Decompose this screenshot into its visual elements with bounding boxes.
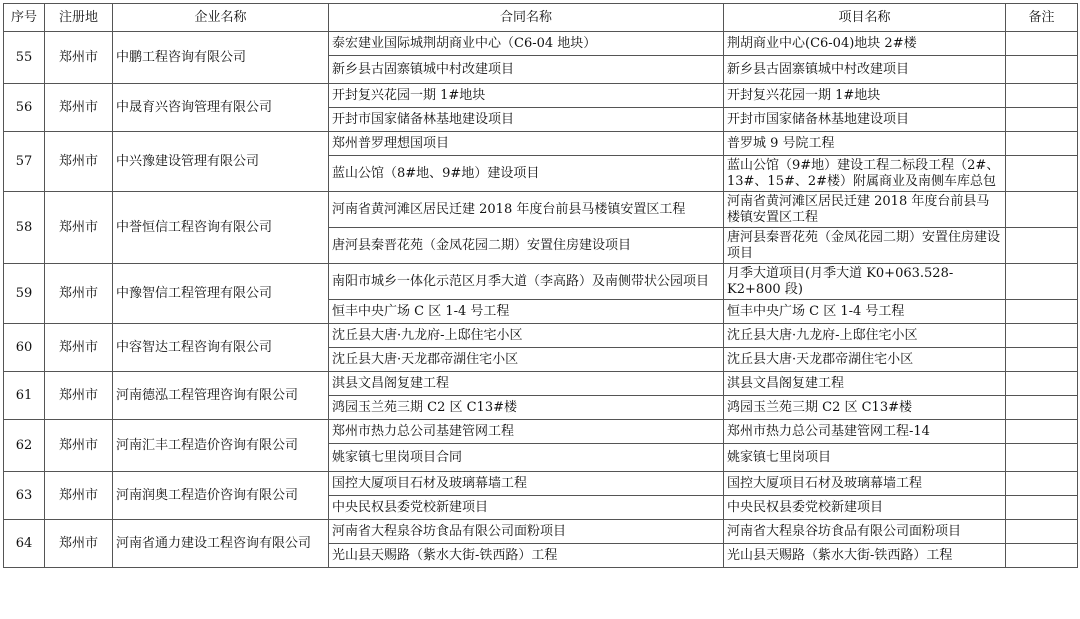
table-row [4, 192, 1078, 228]
remarks-cell [1006, 496, 1078, 520]
project-name-cell: 普罗城 9 号院工程 [724, 132, 1006, 156]
table-row [4, 132, 1078, 156]
project-name-cell: 光山县天赐路（紫水大街-铁西路）工程 [724, 544, 1006, 568]
project-name-cell: 河南省黄河滩区居民迁建 2018 年度台前县马楼镇安置区工程 [724, 192, 1006, 228]
remarks-cell [1006, 300, 1078, 324]
table-row [4, 420, 1078, 444]
project-name-cell: 淇县文昌阁复建工程 [724, 372, 1006, 396]
header-company-name: 企业名称 [113, 4, 329, 32]
project-name-cell: 中央民权县委党校新建项目 [724, 496, 1006, 520]
company-contract-table [3, 3, 1078, 568]
header-contract-name: 合同名称 [329, 4, 724, 32]
contract-name-cell: 光山县天赐路（紫水大街-铁西路）工程 [329, 544, 724, 568]
serial-number-cell: 60 [4, 324, 45, 372]
contract-name-cell: 郑州普罗理想国项目 [329, 132, 724, 156]
company-name-cell: 中誉恒信工程咨询有限公司 [113, 192, 329, 264]
region-cell: 郑州市 [45, 472, 113, 520]
project-name-cell: 月季大道项目(月季大道 K0+063.528-K2+800 段) [724, 264, 1006, 300]
serial-number-cell: 56 [4, 84, 45, 132]
header-remarks: 备注 [1006, 4, 1078, 32]
serial-number-cell: 63 [4, 472, 45, 520]
contract-name-cell: 泰宏建业国际城荆胡商业中心（C6-04 地块） [329, 32, 724, 56]
region-cell: 郑州市 [45, 132, 113, 192]
header-registration-place: 注册地 [45, 4, 113, 32]
project-name-cell: 新乡县古固寨镇城中村改建项目 [724, 56, 1006, 84]
project-name-cell: 郑州市热力总公司基建管网工程-14 [724, 420, 1006, 444]
company-name-cell: 中晟育兴咨询管理有限公司 [113, 84, 329, 132]
remarks-cell [1006, 348, 1078, 372]
contract-name-cell: 郑州市热力总公司基建管网工程 [329, 420, 724, 444]
project-name-cell: 开封复兴花园一期 1#地块 [724, 84, 1006, 108]
project-name-cell: 河南省大程泉谷坊食品有限公司面粉项目 [724, 520, 1006, 544]
company-name-cell: 河南汇丰工程造价咨询有限公司 [113, 420, 329, 472]
remarks-cell [1006, 156, 1078, 192]
remarks-cell [1006, 56, 1078, 84]
company-name-cell: 河南德泓工程管理咨询有限公司 [113, 372, 329, 420]
table-row [4, 264, 1078, 300]
serial-number-cell: 62 [4, 420, 45, 472]
remarks-cell [1006, 84, 1078, 108]
region-cell: 郑州市 [45, 520, 113, 568]
contract-name-cell: 姚家镇七里岗项目合同 [329, 444, 724, 472]
contract-name-cell: 沈丘县大唐·九龙府-上邸住宅小区 [329, 324, 724, 348]
contract-name-cell: 新乡县古固寨镇城中村改建项目 [329, 56, 724, 84]
project-name-cell: 蓝山公馆（9#地）建设工程二标段工程（2#、13#、15#、2#楼）附属商业及南侧车库总包 [724, 156, 1006, 192]
contract-name-cell: 沈丘县大唐·天龙郡帝湖住宅小区 [329, 348, 724, 372]
region-cell: 郑州市 [45, 372, 113, 420]
remarks-cell [1006, 544, 1078, 568]
project-name-cell: 鸿园玉兰苑三期 C2 区 C13#楼 [724, 396, 1006, 420]
remarks-cell [1006, 108, 1078, 132]
remarks-cell [1006, 372, 1078, 396]
remarks-cell [1006, 264, 1078, 300]
project-name-cell: 沈丘县大唐·九龙府-上邸住宅小区 [724, 324, 1006, 348]
remarks-cell [1006, 192, 1078, 228]
remarks-cell [1006, 444, 1078, 472]
region-cell: 郑州市 [45, 264, 113, 324]
serial-number-cell: 61 [4, 372, 45, 420]
region-cell: 郑州市 [45, 32, 113, 84]
project-name-cell: 唐河县秦晋花苑（金凤花园二期）安置住房建设项目 [724, 228, 1006, 264]
company-name-cell: 中容智达工程咨询有限公司 [113, 324, 329, 372]
header-serial-number: 序号 [4, 4, 45, 32]
serial-number-cell: 59 [4, 264, 45, 324]
remarks-cell [1006, 324, 1078, 348]
project-name-cell: 姚家镇七里岗项目 [724, 444, 1006, 472]
table-row [4, 324, 1078, 348]
project-name-cell: 恒丰中央广场 C 区 1-4 号工程 [724, 300, 1006, 324]
remarks-cell [1006, 420, 1078, 444]
contract-name-cell: 恒丰中央广场 C 区 1-4 号工程 [329, 300, 724, 324]
table-row [4, 372, 1078, 396]
serial-number-cell: 55 [4, 32, 45, 84]
table-row [4, 472, 1078, 496]
contract-name-cell: 鸿园玉兰苑三期 C2 区 C13#楼 [329, 396, 724, 420]
remarks-cell [1006, 32, 1078, 56]
contract-name-cell: 开封复兴花园一期 1#地块 [329, 84, 724, 108]
contract-name-cell: 蓝山公馆（8#地、9#地）建设项目 [329, 156, 724, 192]
project-name-cell: 开封市国家储备林基地建设项目 [724, 108, 1006, 132]
region-cell: 郑州市 [45, 84, 113, 132]
header-project-name: 项目名称 [724, 4, 1006, 32]
project-name-cell: 国控大厦项目石材及玻璃幕墙工程 [724, 472, 1006, 496]
contract-name-cell: 开封市国家储备林基地建设项目 [329, 108, 724, 132]
contract-name-cell: 河南省大程泉谷坊食品有限公司面粉项目 [329, 520, 724, 544]
region-cell: 郑州市 [45, 420, 113, 472]
contract-name-cell: 国控大厦项目石材及玻璃幕墙工程 [329, 472, 724, 496]
contract-name-cell: 南阳市城乡一体化示范区月季大道（李高路）及南侧带状公园项目 [329, 264, 724, 300]
remarks-cell [1006, 520, 1078, 544]
contract-name-cell: 淇县文昌阁复建工程 [329, 372, 724, 396]
remarks-cell [1006, 132, 1078, 156]
company-name-cell: 中兴豫建设管理有限公司 [113, 132, 329, 192]
region-cell: 郑州市 [45, 324, 113, 372]
contract-name-cell: 河南省黄河滩区居民迁建 2018 年度台前县马楼镇安置区工程 [329, 192, 724, 228]
contract-name-cell: 中央民权县委党校新建项目 [329, 496, 724, 520]
region-cell: 郑州市 [45, 192, 113, 264]
serial-number-cell: 57 [4, 132, 45, 192]
header-row [4, 4, 1078, 32]
table-row [4, 84, 1078, 108]
table-row [4, 520, 1078, 544]
project-name-cell: 沈丘县大唐·天龙郡帝湖住宅小区 [724, 348, 1006, 372]
remarks-cell [1006, 472, 1078, 496]
company-name-cell: 中豫智信工程管理有限公司 [113, 264, 329, 324]
contract-name-cell: 唐河县秦晋花苑（金凤花园二期）安置住房建设项目 [329, 228, 724, 264]
serial-number-cell: 64 [4, 520, 45, 568]
remarks-cell [1006, 396, 1078, 420]
remarks-cell [1006, 228, 1078, 264]
company-name-cell: 河南润奥工程造价咨询有限公司 [113, 472, 329, 520]
company-name-cell: 河南省通力建设工程咨询有限公司 [113, 520, 329, 568]
company-name-cell: 中鹏工程咨询有限公司 [113, 32, 329, 84]
project-name-cell: 荆胡商业中心(C6-04)地块 2#楼 [724, 32, 1006, 56]
serial-number-cell: 58 [4, 192, 45, 264]
table-row [4, 32, 1078, 56]
